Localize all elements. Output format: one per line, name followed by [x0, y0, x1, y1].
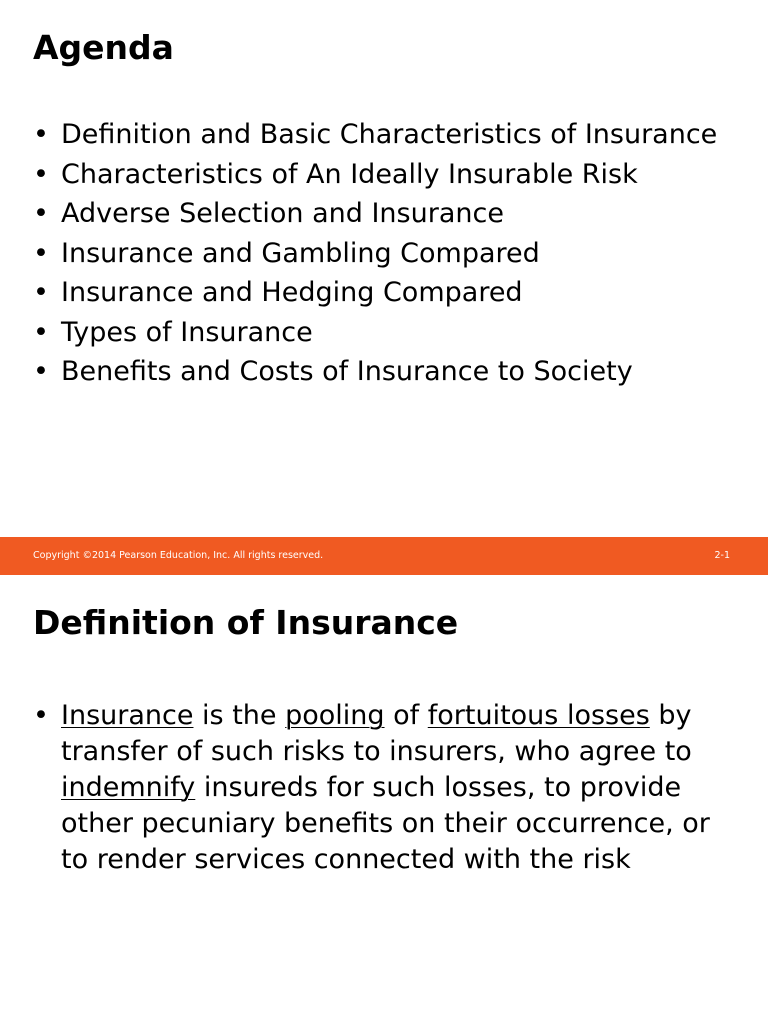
- bullet-icon: •: [33, 237, 49, 269]
- agenda-item-text: Definition and Basic Characteristics of Insurance: [61, 119, 718, 150]
- bullet-icon: •: [33, 700, 49, 731]
- agenda-title: Agenda: [33, 28, 174, 67]
- agenda-item: [33, 238, 743, 270]
- term-fortuitous-losses: fortuitous losses: [427, 700, 650, 731]
- agenda-item-text: Insurance and Hedging Compared: [61, 277, 523, 308]
- agenda-item: [33, 159, 743, 191]
- bullet-icon: •: [33, 316, 49, 348]
- term-pooling: pooling: [285, 700, 385, 731]
- definition-item: [33, 698, 743, 878]
- definition-text-part: insureds for such losses, to provide other pecuniary benefits on their occurrence, or to render services connected with the risk: [61, 772, 710, 875]
- bullet-icon: •: [33, 356, 49, 387]
- agenda-item: [33, 356, 743, 388]
- definition-text: [61, 700, 710, 875]
- term-indemnify: indemnify: [61, 772, 196, 803]
- agenda-item-text: Insurance and Gambling Compared: [61, 237, 540, 269]
- definition-text-part: by transfer of such risks to insurers, who agree to: [61, 700, 692, 767]
- definition-title: Definition of Insurance: [33, 603, 459, 642]
- bullet-icon: •: [33, 198, 49, 229]
- footer-copyright: Copyright ©2014 Pearson Education, Inc. All rights reserved.: [33, 550, 324, 561]
- definition-list: [33, 698, 743, 878]
- definition-text-part: is the: [193, 700, 286, 731]
- agenda-item-text: Benefits and Costs of Insurance to Society: [61, 356, 633, 387]
- agenda-item-text: Adverse Selection and Insurance: [61, 198, 504, 229]
- agenda-item: [33, 119, 743, 151]
- agenda-item-text: Types of Insurance: [61, 316, 313, 348]
- definition-text-part: of: [384, 700, 428, 731]
- term-insurance: Insurance: [61, 700, 194, 731]
- bullet-icon: •: [33, 119, 49, 150]
- footer-page-number: 2-1: [714, 550, 730, 561]
- bullet-icon: •: [33, 158, 49, 190]
- agenda-item: [33, 198, 743, 230]
- agenda-item: [33, 277, 743, 309]
- agenda-item: [33, 317, 743, 349]
- bullet-icon: •: [33, 277, 49, 308]
- agenda-item-text: Characteristics of An Ideally Insurable Risk: [61, 158, 638, 190]
- agenda-list: [33, 119, 743, 396]
- slide-footer: [0, 537, 768, 575]
